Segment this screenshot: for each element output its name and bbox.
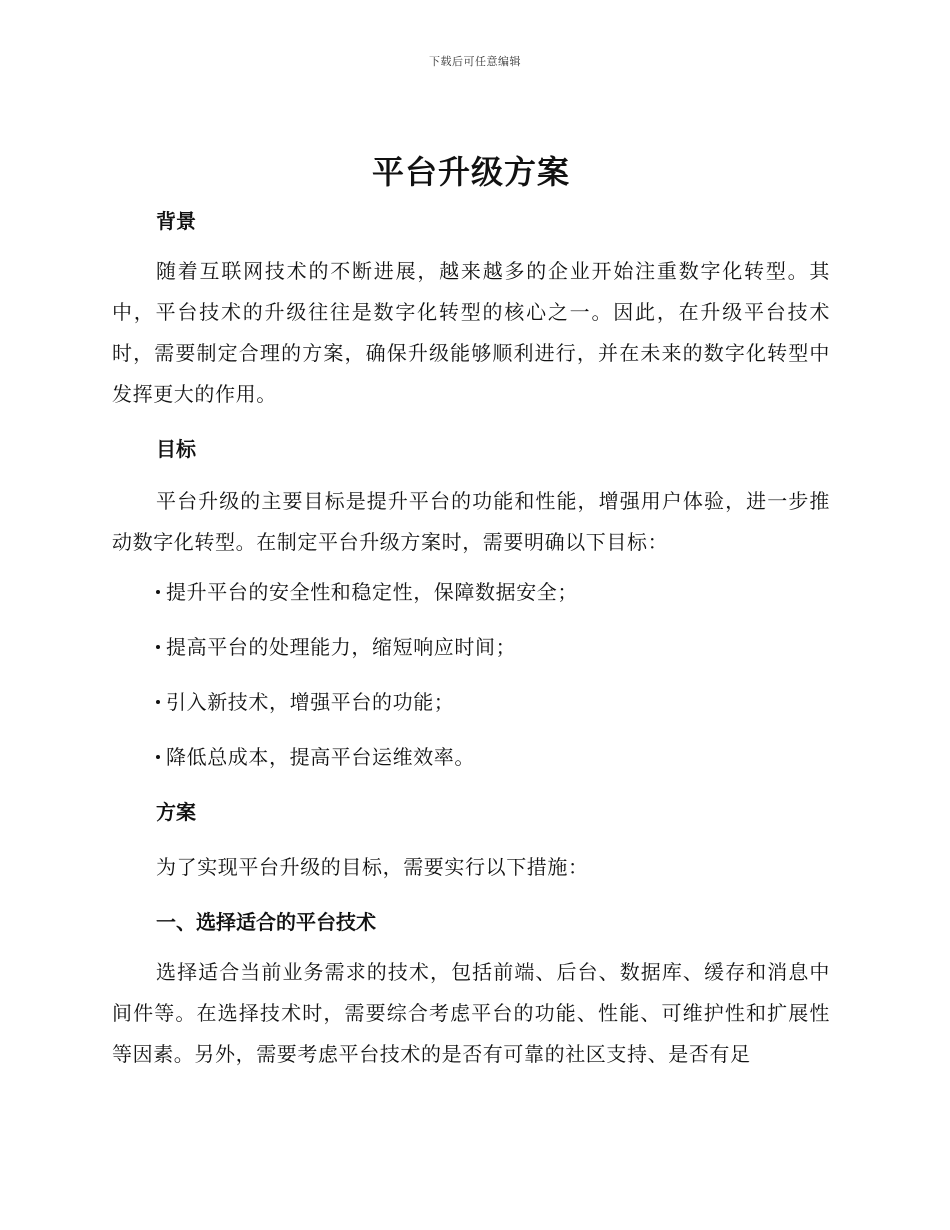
step1-paragraph: 选择适合当前业务需求的技术，包括前端、后台、数据库、缓存和消息中间件等。在选择技术时，需要综合考虑平台的功能、性能、可维护性和扩展性等因素。另外，需要考虑平台技术的是否有可靠的社区支持、是否有足	[112, 960, 830, 1066]
goal-item-text: 引入新技术，增强平台的功能；	[166, 690, 455, 714]
goal-item	[112, 742, 830, 772]
section-heading-plan: 方案	[156, 800, 196, 824]
bullet-icon	[156, 645, 160, 649]
subsection-heading-step1: 一、选择适合的平台技术	[156, 910, 376, 934]
goal-item-text: 提升平台的安全性和稳定性，保障数据安全；	[166, 580, 578, 604]
background-paragraph: 随着互联网技术的不断进展，越来越多的企业开始注重数字化转型。其中，平台技术的升级往往是数字化转型的核心之一。因此，在升级平台技术时，需要制定合理的方案，确保升级能够顺利进行，并在未来的数字化转型中发挥更大的作用。	[112, 259, 830, 406]
document-title: 平台升级方案	[371, 153, 570, 191]
goal-item-text: 提高平台的处理能力，缩短响应时间；	[166, 635, 517, 659]
section-heading-background: 背景	[156, 209, 196, 233]
plan-intro: 为了实现平台升级的目标，需要实行以下措施：	[156, 855, 589, 879]
goal-item-text: 降低总成本，提高平台运维效率。	[166, 745, 475, 769]
goal-item	[112, 632, 830, 662]
document-content	[112, 148, 830, 1075]
bullet-icon	[156, 590, 160, 594]
bullet-icon	[156, 755, 160, 759]
section-heading-goals: 目标	[156, 437, 196, 461]
header-note: 下载后可任意编辑	[429, 55, 521, 68]
goals-paragraph: 平台升级的主要目标是提升平台的功能和性能，增强用户体验，进一步推动数字化转型。在制定平台升级方案时，需要明确以下目标：	[112, 489, 830, 554]
goal-item	[112, 577, 830, 607]
bullet-icon	[156, 700, 160, 704]
goal-item	[112, 687, 830, 717]
